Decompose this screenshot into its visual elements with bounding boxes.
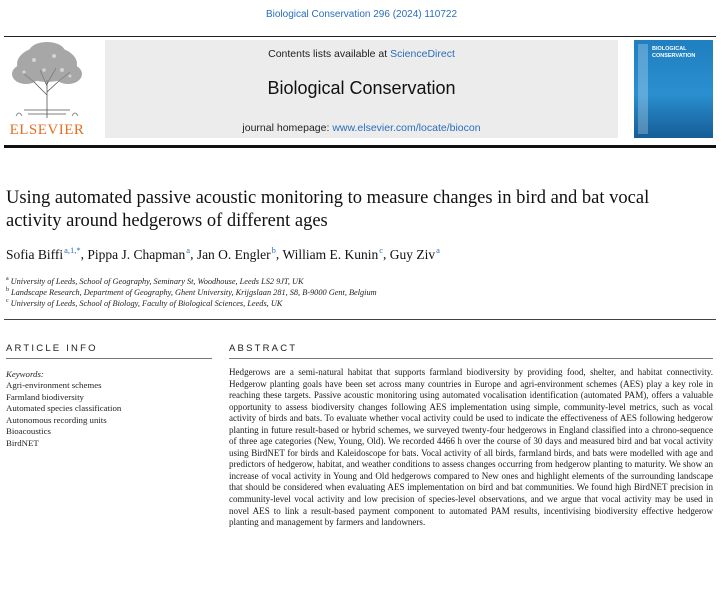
affiliation-text: University of Leeds, School of Biology, Faculty of Biological Sciences, Leeds, UK [10,298,283,308]
author-marks[interactable]: a [436,245,440,255]
article-title: Using automated passive acoustic monitoring to measure changes in bird and bat vocal activity around hedgerows of different ages [6,188,650,231]
keyword: Farmland biodiversity [6,391,84,402]
journal-title: Biological Conservation [267,78,456,98]
affiliation-mark: a [6,276,9,282]
author[interactable] [390,247,440,262]
tree-icon [4,40,90,120]
author[interactable] [197,247,276,262]
journal-cover[interactable] [634,40,713,138]
keyword: Autonomous recording units [6,414,107,425]
affiliation [6,287,706,297]
author-name: Guy Ziv [389,246,436,262]
author[interactable] [87,247,190,262]
author-separator: , [190,246,197,262]
affiliation [6,276,706,286]
article-info-rule [6,358,212,359]
author-marks[interactable]: b [271,245,276,255]
keywords-label: Keywords: [6,369,44,379]
affiliation-text: University of Leeds, School of Geography, Seminary St, Woodhouse, Leeds LS2 9JT, UK [10,276,304,286]
header-divider [4,145,716,148]
author-name: Jan O. Engler [196,246,271,262]
sciencedirect-link[interactable]: ScienceDirect [390,48,455,60]
author-name: William E. Kunin [282,246,379,262]
homepage-line [105,122,618,134]
affiliation-text: Landscape Research, Department of Geography, Ghent University, Krijgslaan 281, S8, B-9000 Gent, Belgium [11,287,377,297]
elsevier-logo[interactable] [4,40,90,138]
author[interactable] [282,247,383,262]
article-info-heading: ARTICLE INFO [6,343,98,354]
author-marks[interactable]: c [379,245,384,255]
keyword: Agri-environment schemes [6,380,102,390]
author-separator: , [383,246,390,262]
author-marks[interactable]: a [186,245,191,255]
author[interactable] [6,247,81,262]
author-name: Sofia Biffi [6,246,64,262]
top-divider [4,36,716,37]
author-list [6,245,706,263]
keyword: BirdNET [6,437,39,448]
cover-strip [638,44,648,134]
author-marks[interactable]: a,1,* [64,245,81,255]
abstract-rule [229,358,713,359]
affiliations-divider [4,319,716,320]
affiliation-mark: c [6,298,9,304]
cover-title-line1: BIOLOGICAL [652,46,687,52]
abstract-text: Hedgerows are a semi-natural habitat that supports farmland biodiversity by providing food, shelter, and habitat connectivity. Hedgerow planting goals have been set across many countries in Europe and agri-environment schemes (AES) play a key role in reaching these targets. Passive acoustic monitoring using automated vocalisation identification (automated PAM), offers a valuable opportunity to assess biodiversity changes following AES implementation using simple, community-level metrics, such as vocal activity of birds and bats. To evaluate whether vocal activity could be used to indicate the effectiveness of AES following hedgerow planting in future result-based or hybrid schemes, we surveyed twenty-four hedgerows in England classified into a chrono-sequence of three age categories (New, Young, Old). We recorded 4466 h over the course of 30 days and measured bird and bat vocal activity using BirdNET for birds and Kaleidoscope for bats. Vocal activity of all birds, farmland birds, and bats were modelled with age and predictors of hedgerow, habitat, and weather conditions to assess changes occurring from hedgerow planting to maturity. We show an increase of vocal activity in Young and Old hedgerows compared to New ones and highlight elements of the surrounding landscape that should be considered when evaluating AES implementation on bird and bat communities. We found high BirdNET precision in community-level vocal activity and low precision of species-level observations, and we argue that vocal activity may be used in novel AES to link a result-based payment component to automated PAM results, incentivising biodiversity effective hedgerow planting and management by farmers and landowners. [229,367,713,528]
keyword-list [6,380,206,449]
affiliation [6,298,706,308]
author-separator: , [275,246,283,262]
contents-line [105,48,618,60]
keyword: Bioacoustics [6,426,51,436]
cover-title-line2: CONSERVATION [652,53,696,59]
contents-prefix: Contents lists available at [268,48,391,60]
homepage-link[interactable]: www.elsevier.com/locate/biocon [332,122,481,134]
author-name: Pippa J. Chapman [87,246,186,262]
abstract-heading: ABSTRACT [229,343,298,354]
affiliation-mark: b [6,287,9,293]
keyword: Automated species classification [6,403,122,413]
journal-reference[interactable]: Biological Conservation 296 (2024) 110722 [265,9,458,20]
journal-header [105,40,618,138]
cover-title [652,46,712,60]
homepage-prefix: journal homepage: [242,122,333,134]
author-separator: , [80,246,88,262]
publisher-name: ELSEVIER [9,122,85,138]
